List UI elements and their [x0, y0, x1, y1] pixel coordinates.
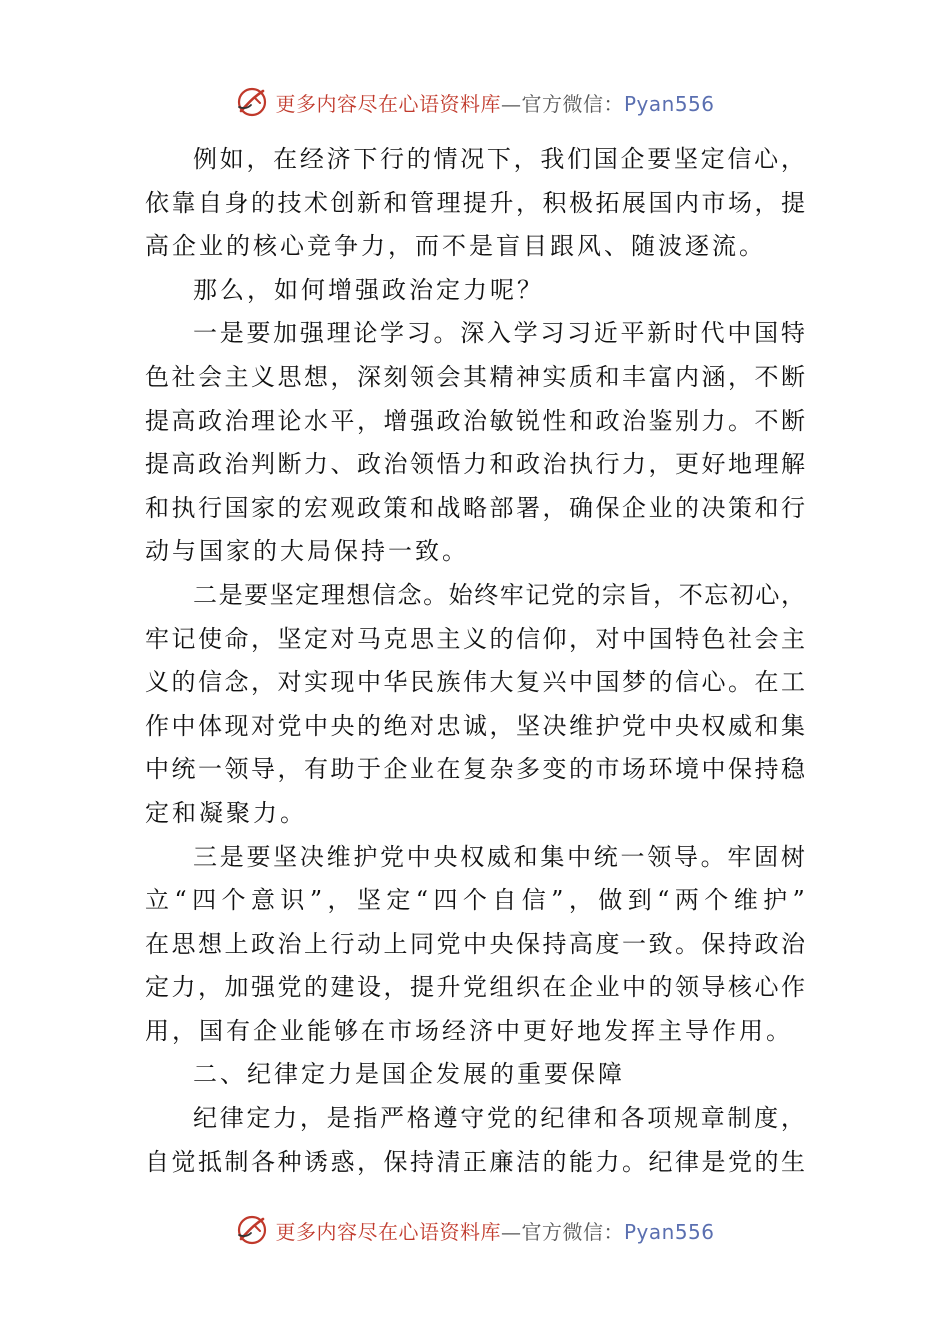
footer-banner-text — [275, 1216, 714, 1245]
header-banner — [0, 84, 950, 120]
text-line: 那么，如何增强政治定力呢？ — [193, 275, 544, 304]
header-wechat-id: Pyan556 — [623, 91, 715, 116]
document-body — [145, 138, 805, 1184]
text-line: 纪 律 定 力 ， 是 指 严 格 遵 守 党 的 纪 律 和 各 项 规 章 制 度 ， — [193, 1104, 805, 1133]
text-line: 一 是 要 加 强 理 论 学 习 。 深 入 学 习 习 近 平 新 时 代 中 国 特 — [193, 319, 805, 348]
text-line: 义 的 信 念 ， 对 实 现 中 华 民 族 伟 大 复 兴 中 国 梦 的 信 心 。 在 工 — [145, 668, 805, 697]
header-wechat-label: 官方微信： — [521, 91, 624, 116]
text-line: 中 统 一 领 导 ， 有 助 于 企 业 在 复 杂 多 变 的 市 场 环 境 中 保 持 稳 — [145, 755, 805, 784]
text-line: 定 力 ， 加 强 党 的 建 设 ， 提 升 党 组 织 在 企 业 中 的 领 导 核 心 作 — [145, 973, 805, 1002]
text-line: 二、纪律定力是国企发展的重要保障 — [193, 1060, 625, 1089]
text-line: 色 社 会 主 义 思 想 ， 深 刻 领 会 其 精 神 实 质 和 丰 富 内 涵 ， 不 断 — [145, 362, 805, 391]
text-line: 高企业的核心竞争力，而不是盲目跟风、随波逐流。 — [145, 232, 766, 261]
header-banner-text — [275, 88, 714, 117]
footer-banner — [0, 1212, 950, 1248]
footer-wechat-label: 官方微信： — [521, 1219, 624, 1244]
text-line: 在 思 想 上 政 治 上 行 动 上 同 党 中 央 保 持 高 度 一 致 。 保 持 政 治 — [145, 929, 805, 958]
text-line: 作 中 体 现 对 党 中 央 的 绝 对 忠 诚 ， 坚 决 维 护 党 中 央 权 威 和 集 — [145, 711, 805, 740]
header-brand: 更多内容尽在心语资料库 — [275, 91, 501, 116]
text-line: 动与国家的大局保持一致。 — [145, 537, 469, 566]
text-line: 定和凝聚力。 — [145, 798, 307, 827]
text-line: 提 高 政 治 理 论 水 平 ， 增 强 政 治 敏 锐 性 和 政 治 鉴 别 力 。 不 断 — [145, 406, 805, 435]
text-line: 和 执 行 国 家 的 宏 观 政 策 和 战 略 部 署 ， 确 保 企 业 的 决 策 和 行 — [145, 493, 805, 522]
quill-signature-logo-icon — [235, 1213, 269, 1247]
text-line: 依 靠 自 身 的 技 术 创 新 和 管 理 提 升 ， 积 极 拓 展 国 内 市 场 ， 提 — [145, 188, 805, 217]
text-line: 二 是 要 坚 定 理 想 信 念 。 始 终 牢 记 党 的 宗 旨 ， 不 忘 初 心 ， — [193, 580, 805, 609]
footer-brand: 更多内容尽在心语资料库 — [275, 1219, 501, 1244]
quill-signature-logo-icon — [235, 85, 269, 119]
text-line: 三 是 要 坚 决 维 护 党 中 央 权 威 和 集 中 统 一 领 导 。 牢 固 树 — [193, 842, 805, 871]
text-line: 例 如 ， 在 经 济 下 行 的 情 况 下 ， 我 们 国 企 要 坚 定 信 心 ， — [193, 145, 805, 173]
text-line: 用，国有企业能够在市场经济中更好地发挥主导作用。 — [145, 1016, 793, 1045]
footer-dash: — — [500, 1219, 522, 1244]
text-line: 立 “ 四 个 意 识 ” ， 坚 定 “ 四 个 自 信 ” ， 做 到 “ 两 个 维 护 ” — [145, 886, 805, 915]
footer-wechat-id: Pyan556 — [623, 1219, 715, 1244]
header-dash: — — [500, 91, 522, 116]
text-line: 自 觉 抵 制 各 种 诱 惑 ， 保 持 清 正 廉 洁 的 能 力 。 纪 律 是 党 的 生 — [145, 1147, 805, 1176]
text-line: 牢 记 使 命 ， 坚 定 对 马 克 思 主 义 的 信 仰 ， 对 中 国 特 色 社 会 主 — [145, 624, 805, 653]
text-line: 提 高 政 治 判 断 力 、 政 治 领 悟 力 和 政 治 执 行 力 ， 更 好 地 理 解 — [145, 450, 805, 479]
